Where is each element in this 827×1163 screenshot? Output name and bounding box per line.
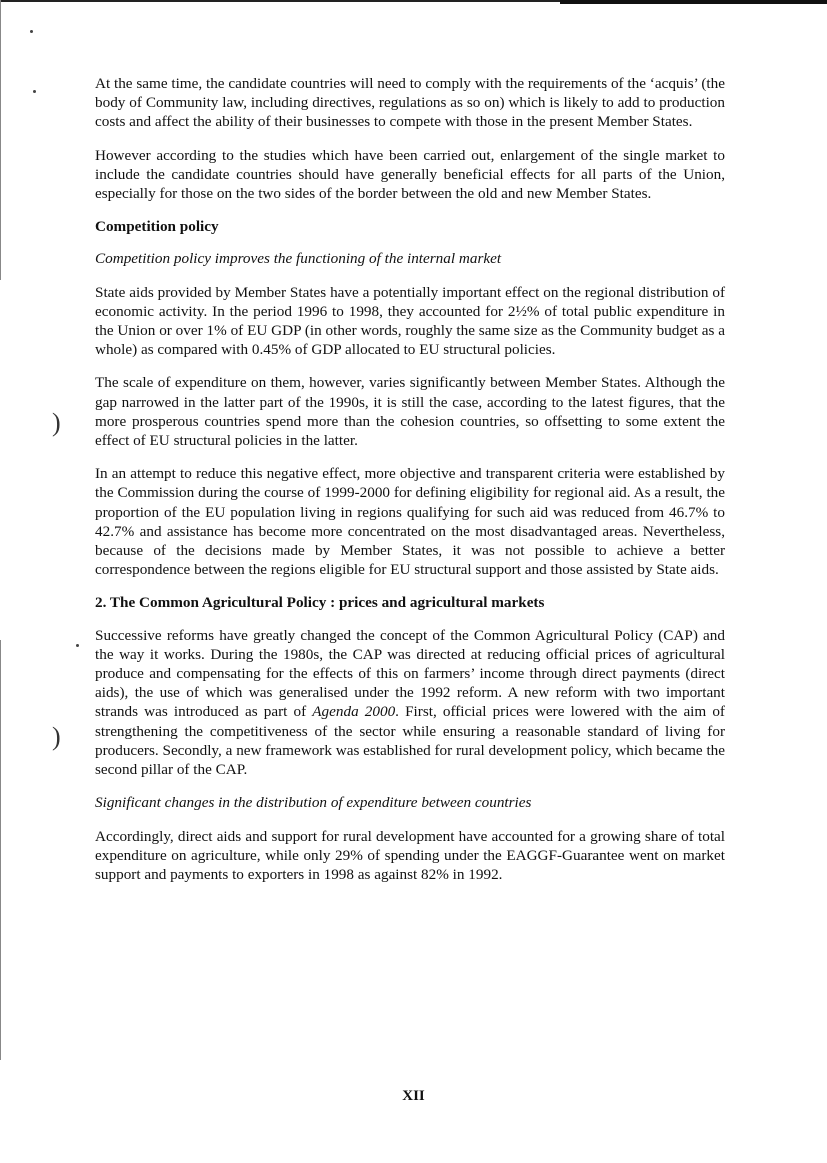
paragraph-eaggf: Accordingly, direct aids and support for rural development have accounted for a growing share of total expenditure on agriculture, while only 29% of spending under the EAGGF-Guarantee went on market support and payments to exporters in 1998 as against 82% in 1992.	[95, 827, 725, 883]
subheading-expenditure-distribution: Significant changes in the distribution of expenditure between countries	[95, 794, 532, 812]
subheading-competition: Competition policy improves the functioning of the internal market	[95, 250, 502, 268]
paragraph-regional-aid: In an attempt to reduce this negative effect, more objective and transparent criteria were established by the Commission during the course of 1999-2000 for defining eligibility for regional aid. As a result, the proportion of the EU population living in regions qualifying for such aid was reduced from 46.7% to 42.7% and assistance has become more concentrated on the most disadvantaged areas. Nevertheless, because of the decisions made by Member States, it was not possible to achieve a better correspondence between the regions eligible for EU structural support and those assisted by State aids.	[95, 465, 725, 579]
scan-speck	[33, 90, 36, 93]
paragraph-enlargement: However according to the studies which have been carried out, enlargement of the single market to include the candidate countries should have generally beneficial effects for all parts of the Union, especially for those on the two sides of the border between the old and new Member States.	[95, 146, 725, 203]
paragraph-cap-reforms	[95, 626, 725, 780]
paragraph-expenditure-scale: The scale of expenditure on them, however, varies significantly between Member States. Although the gap narrowed in the latter part of the 1990s, it is still the case, according to the latest figures, that the more prosperous countries spend more than the cohesion countries, so offsetting to some extent the effect of EU structural policies in the latter.	[95, 374, 725, 450]
binder-hole-mark: )	[52, 408, 61, 437]
cap-text-part1: Successive reforms have greatly changed the concept of the Common Agricultural Policy (CAP) and the way it works. During the 1980s, the CAP was directed at reducing official prices of agricultural produce and compensating for the effects of this on farmers’ income through direct payments (direct aids), the use of which was generalised under the 1992 reform. A new reform with two important strands was introduced as part of	[95, 626, 725, 721]
top-border-heavy	[560, 0, 827, 4]
paragraph-acquis: At the same time, the candidate countries will need to comply with the requirements of the ‘acquis’ (the body of Community law, including directives, regulations as so on) which is likely to add to production costs and affect the ability of their businesses to compete with those in the present Member States.	[95, 75, 725, 131]
document-body	[95, 74, 725, 898]
binder-hole-mark: )	[52, 722, 61, 751]
scan-speck	[30, 30, 33, 33]
left-scan-edge	[0, 640, 1, 1060]
agenda-2000-italic: Agenda 2000	[312, 703, 396, 721]
page-number: XII	[402, 1088, 425, 1104]
paragraph-state-aids: State aids provided by Member States have a potentially important effect on the regional distribution of economic activity. In the period 1996 to 1998, they accounted for 2½% of total public expenditure in the Union or over 1% of EU GDP (in other words, roughly the same size as the Community budget as a whole) as compared with 0.45% of GDP allocated to EU structural policies.	[95, 283, 725, 359]
left-scan-edge	[0, 0, 1, 280]
heading-cap: 2. The Common Agricultural Policy : prices and agricultural markets	[95, 594, 545, 612]
heading-competition-policy: Competition policy	[95, 218, 219, 236]
cap-text-part2: . First, official prices were lowered with the aim of strengthening the competitiveness of the sector while ensuring a reasonable standard of living for producers. Secondly, a new framework was established for rural development policy, which became the second pillar of the CAP.	[95, 703, 725, 779]
scan-speck	[76, 644, 79, 647]
